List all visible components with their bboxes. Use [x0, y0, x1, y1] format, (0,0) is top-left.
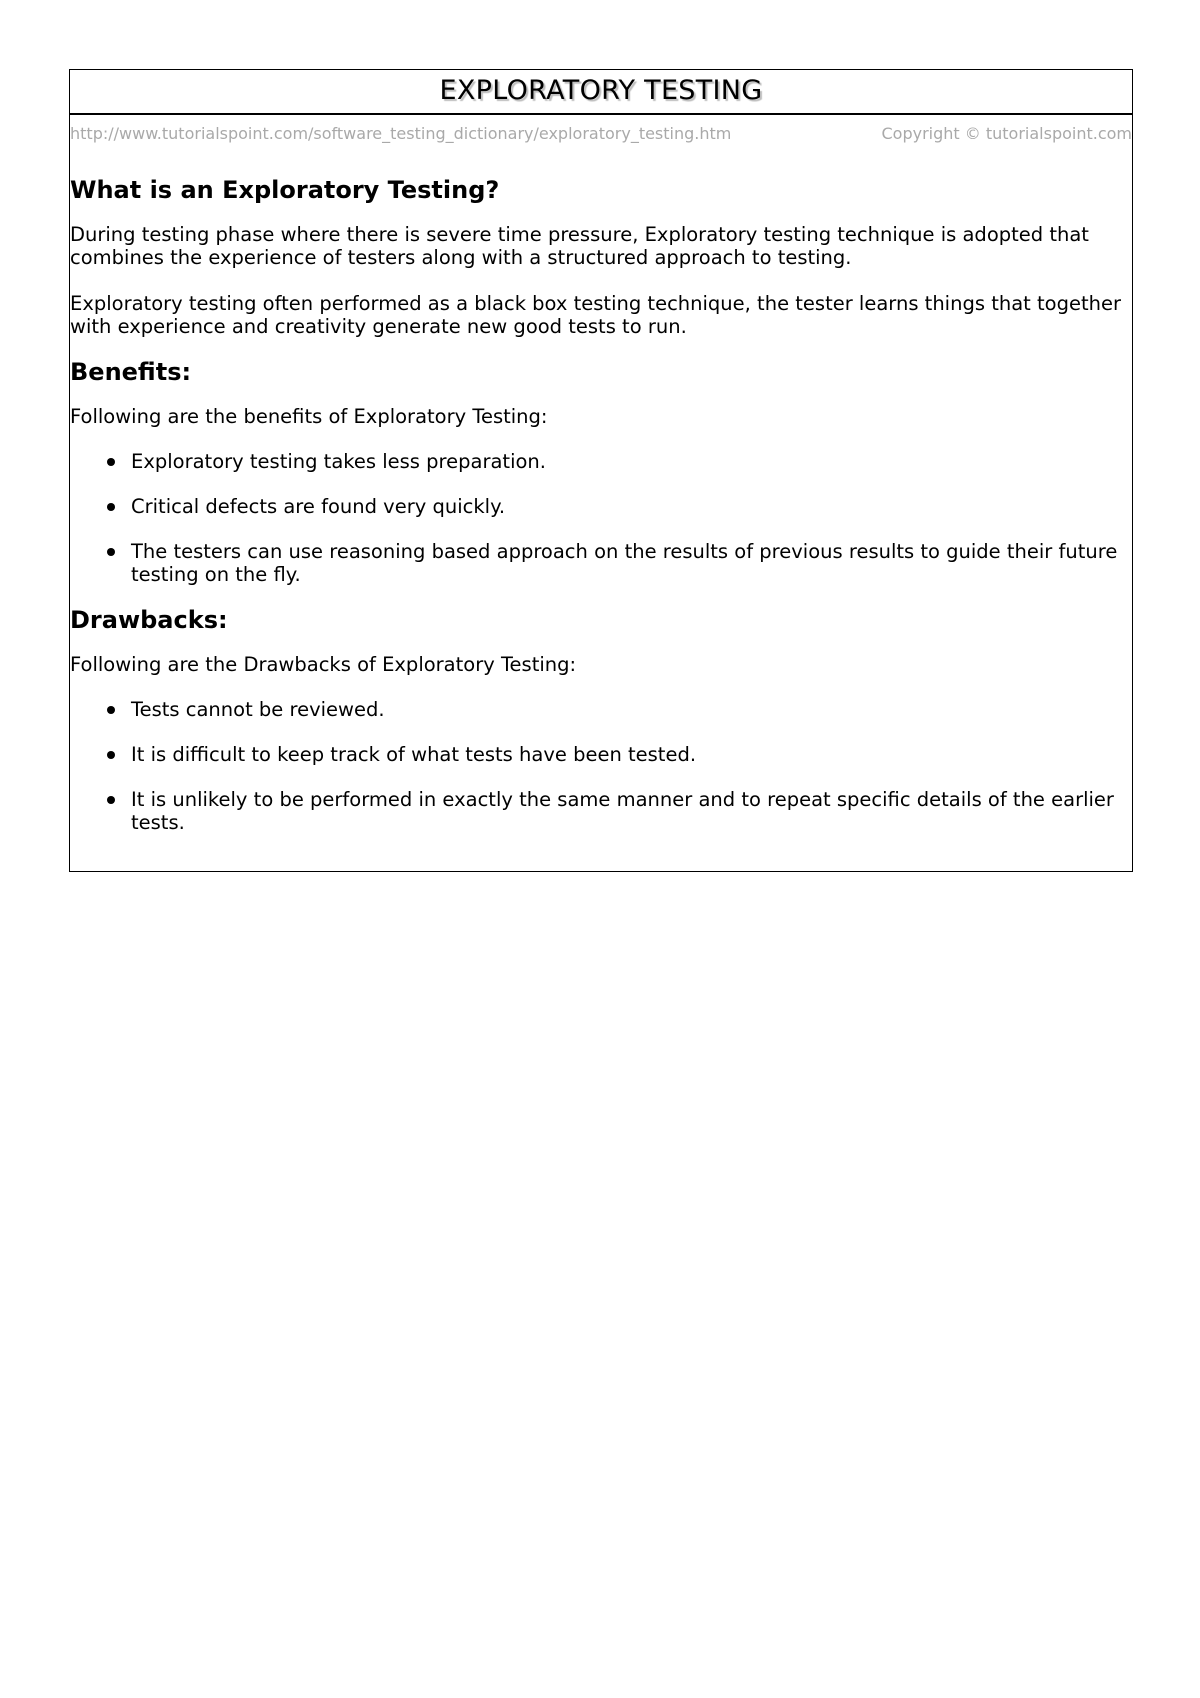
list-item-text: The testers can use reasoning based approach on the results of previous results to guide their future testing on the fly.: [131, 540, 1118, 586]
benefits-list: [70, 450, 1132, 586]
heading-benefits: Benefits:: [70, 358, 192, 386]
bullet-icon: [107, 796, 115, 804]
copyright-notice: Copyright © tutorialspoint.com: [881, 124, 1132, 143]
bullet-icon: [107, 751, 115, 759]
benefits-intro: Following are the benefits of Exploratory Testing:: [70, 405, 548, 428]
page-title: EXPLORATORY TESTING: [439, 75, 763, 106]
list-item-text: Critical defects are found very quickly.: [131, 495, 506, 518]
bullet-icon: [107, 503, 115, 511]
drawbacks-list: [70, 698, 1132, 834]
list-item-text: It is difficult to keep track of what tests have been tested.: [131, 743, 697, 766]
document-frame: [69, 69, 1133, 872]
paragraph-black-box: Exploratory testing often performed as a black box testing technique, the tester learns things that together with experience and creativity generate new good tests to run.: [70, 292, 1121, 338]
list-item: [70, 788, 1132, 834]
list-item: [70, 495, 1132, 518]
list-item: [70, 743, 1132, 766]
list-item: [70, 450, 1132, 473]
list-item: [70, 540, 1132, 586]
title-bar: [70, 70, 1132, 115]
list-item-text: It is unlikely to be performed in exactly the same manner and to repeat specific details of the earlier tests.: [131, 788, 1114, 834]
paragraph-intro: During testing phase where there is severe time pressure, Exploratory testing technique is adopted that combines the experience of testers along with a structured approach to testing.: [70, 223, 1089, 269]
drawbacks-intro: Following are the Drawbacks of Exploratory Testing:: [70, 653, 577, 676]
heading-what-is: What is an Exploratory Testing?: [70, 176, 500, 204]
list-item-text: Tests cannot be reviewed.: [131, 698, 385, 721]
list-item-text: Exploratory testing takes less preparation.: [131, 450, 546, 473]
meta-row: [70, 115, 1132, 159]
bullet-icon: [107, 706, 115, 714]
bullet-icon: [107, 458, 115, 466]
source-url: http://www.tutorialspoint.com/software_testing_dictionary/exploratory_testing.htm: [70, 124, 732, 143]
heading-drawbacks: Drawbacks:: [70, 606, 228, 634]
list-item: [70, 698, 1132, 721]
bullet-icon: [107, 548, 115, 556]
